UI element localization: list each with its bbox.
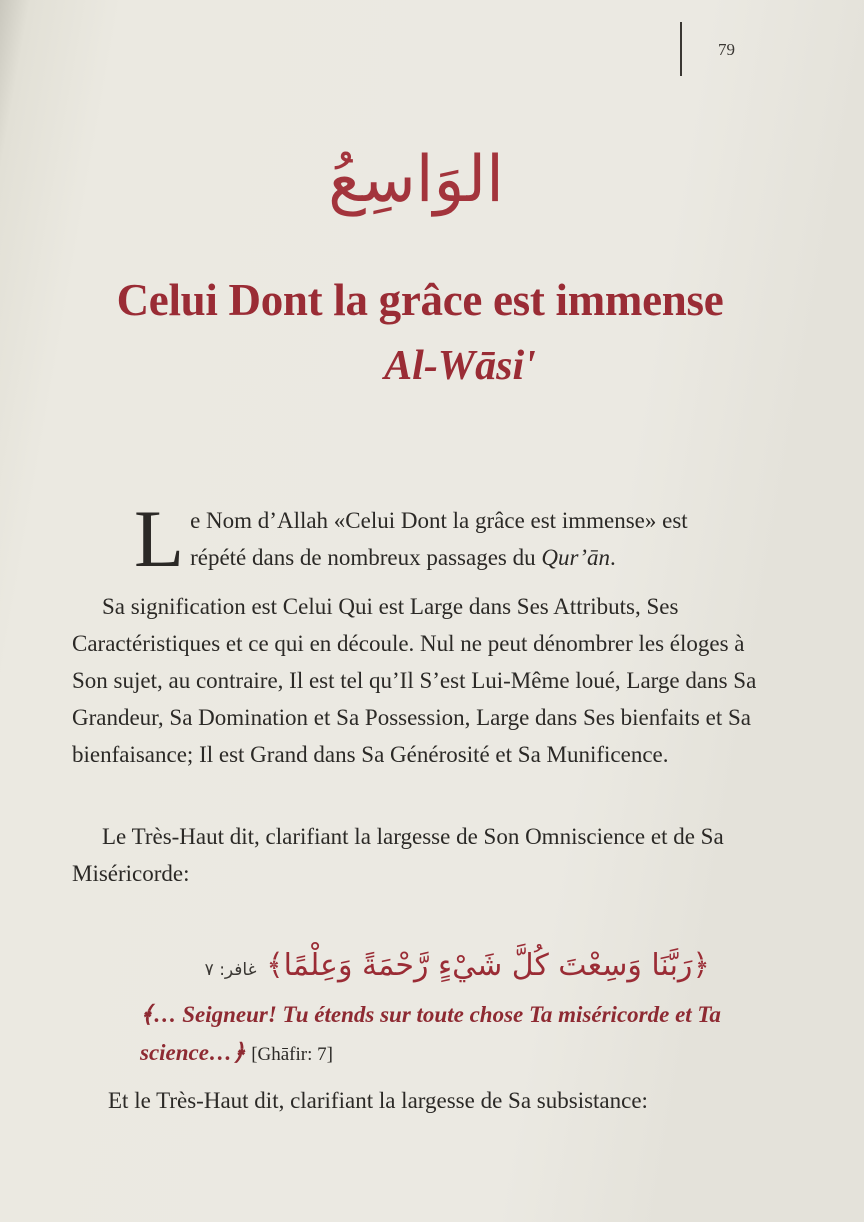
quran-verse-arabic [204, 940, 710, 992]
arabic-calligraphy-title: الوَاسِعُ [328, 143, 504, 217]
page-number: 79 [718, 40, 735, 59]
quran-word: Qur’ān [541, 545, 610, 570]
verse-arabic-text: ﴿رَبَّنَا وَسِعْتَ كُلَّ شَيْءٍ رَّحْمَةً وَعِلْمًا﴾ [266, 948, 710, 983]
header-rule [680, 22, 682, 76]
verse-translation-reference: [Ghāfir: 7] [251, 1044, 333, 1065]
paragraph-meaning: Sa signification est Celui Qui est Large dans Ses Attributs, Ses Caractéristiques et ce qui en découle. Nul ne peut dénombrer les éloges à Son sujet, au contraire, Il est tel qu’Il S’est Lui-Même loué, Large dans Sa Grandeur, Sa Domination et Sa Possession, Large dans Ses bienfaits et Sa bienfaisance; Il est Grand dans Sa Générosité et Sa Munificence. [72, 594, 757, 767]
paragraph-subsistence: Et le Très-Haut dit, clarifiant la largesse de Sa subsistance: [108, 1088, 648, 1113]
verse-translation-text: ﴾… Seigneur! Tu étends sur toute chose Ta miséricorde et Ta science…﴿ [140, 1002, 721, 1065]
paragraph-intro [72, 493, 772, 584]
drop-cap: L [134, 493, 185, 584]
paragraph-verse-intro: Le Très-Haut dit, clarifiant la largesse de Son Omniscience et de Sa Miséricorde: [72, 824, 724, 886]
intro-line-2-end: . [609, 545, 616, 570]
chapter-title: Celui Dont la grâce est immense [116, 275, 724, 325]
chapter-subtitle: Al-Wāsi' [384, 343, 536, 389]
verse-arabic-reference: غافر: ٧ [204, 960, 257, 980]
intro-line-2: répété dans de nombreux passages du [190, 545, 542, 570]
verse-translation [140, 996, 740, 1074]
intro-line-1: e Nom d’Allah «Celui Dont la grâce est immense» est [190, 508, 688, 533]
